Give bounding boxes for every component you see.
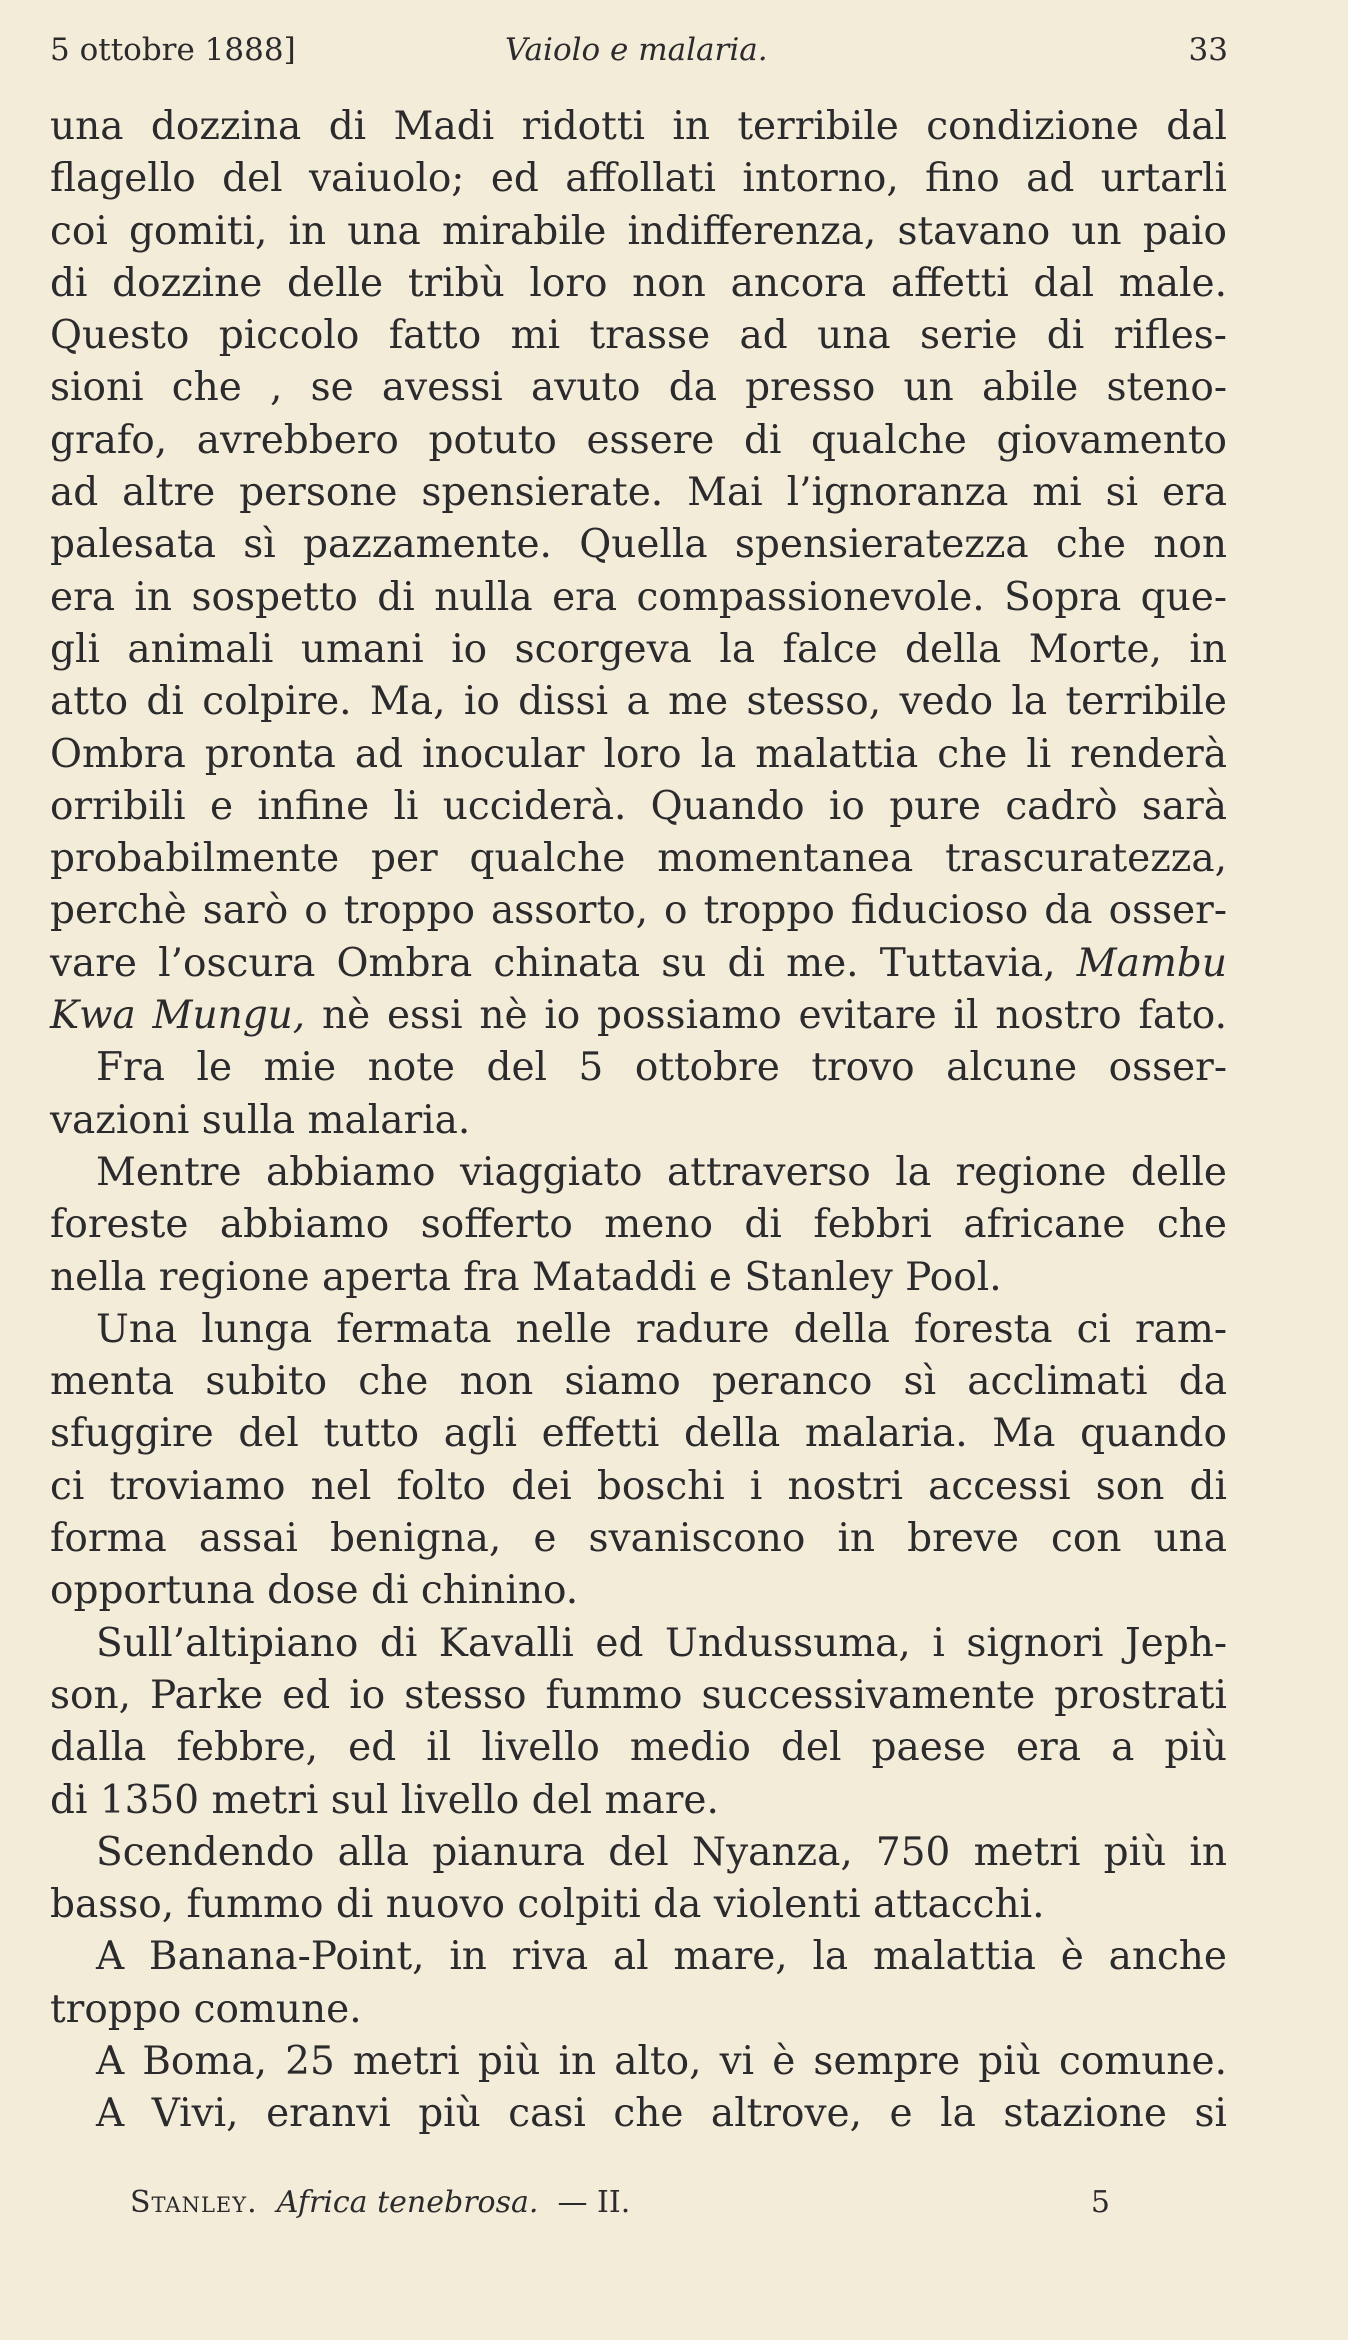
footer-citation	[130, 2181, 630, 2225]
text-line: Una lunga fermata nelle radure della foresta ci ram-	[96, 1306, 1227, 1352]
text-line: gli animali umani io scorgeva la falce della Morte, in	[50, 626, 1227, 672]
text-line: menta subito che non siamo peranco sì acclimati da	[50, 1359, 1227, 1405]
text-line: foreste abbiamo sofferto meno di febbri africane che	[50, 1202, 1227, 1248]
text-line: nella regione aperta fra Mataddi e Stanley Pool.	[50, 1254, 1002, 1300]
text-line: A Banana-Point, in riva al mare, la malattia è anche	[96, 1934, 1227, 1980]
text-line: ci troviamo nel folto dei boschi i nostri accessi son di	[50, 1463, 1227, 1509]
text-line: A Boma, 25 metri più in alto, vi è sempre più comune.	[96, 2038, 1227, 2084]
text-line: opportuna dose di chinino.	[50, 1568, 579, 1614]
text-line: sfuggire del tutto agli effetti della malaria. Ma quando	[50, 1411, 1227, 1457]
italic-phrase: Kwa Mungu,	[50, 993, 306, 1039]
italic-phrase: Mambu	[1076, 940, 1227, 986]
text-line: palesata sì pazzamente. Quella spensieratezza che non	[50, 522, 1227, 568]
body-text	[50, 101, 1227, 2141]
text-line: troppo comune.	[50, 1986, 362, 2032]
text-line: una dozzina di Madi ridotti in terribile condizione dal	[50, 104, 1227, 149]
text-line: son, Parke ed io stesso fummo successivamente prostrati	[50, 1672, 1227, 1718]
footer-work: Africa tenebrosa.	[276, 2185, 539, 2220]
text-line: grafo, avrebbero potuto essere di qualche giovamento	[50, 417, 1227, 463]
footer-author: Stanley.	[130, 2185, 258, 2220]
text-line: forma assai benigna, e svaniscono in breve con una	[50, 1516, 1227, 1562]
text-line: Ombra pronta ad inocular loro la malattia che li renderà	[50, 731, 1227, 777]
text-segment: vare l’oscura Ombra chinata su di me. Tuttavia,	[50, 940, 1056, 986]
text-line: vazioni sulla malaria.	[50, 1097, 471, 1143]
text-line: Sull’altipiano di Kavalli ed Undussuma, i signori Jeph-	[96, 1620, 1227, 1666]
text-line: sioni che , se avessi avuto da presso un abile steno-	[50, 365, 1227, 411]
text-line: Mentre abbiamo viaggiato attraverso la regione delle	[96, 1149, 1227, 1195]
text-line: basso, fummo di nuovo colpiti da violenti attacchi.	[50, 1882, 1045, 1928]
text-line: coi gomiti, in una mirabile indifferenza, stavano un paio	[50, 208, 1227, 254]
text-line	[50, 990, 1227, 1042]
text-line: Fra le mie note del 5 ottobre trovo alcune osser-	[96, 1045, 1227, 1091]
text-line: flagello del vaiuolo; ed affollati intorno, fino ad urtarli	[50, 156, 1227, 202]
footer-volume: — II.	[557, 2185, 631, 2220]
text-line: perchè sarò o troppo assorto, o troppo fiducioso da osser-	[50, 888, 1227, 934]
header-title: Vaiolo e malaria.	[505, 32, 768, 68]
text-line: A Vivi, eranvi più casi che altrove, e la stazione si	[96, 2091, 1227, 2137]
header-date: 5 ottobre 1888]	[50, 32, 296, 68]
signature-mark: 5	[1090, 2185, 1110, 2220]
page-footer	[130, 2181, 1110, 2225]
text-segment: nè essi nè io possiamo evitare il nostro fato.	[322, 993, 1227, 1039]
text-line: di dozzine delle tribù loro non ancora affetti dal male.	[50, 260, 1227, 306]
text-line: atto di colpire. Ma, io dissi a me stesso, vedo la terribile	[50, 679, 1227, 725]
text-line: ad altre persone spensierate. Mai l’ignoranza mi si era	[50, 470, 1227, 516]
text-line	[50, 938, 1227, 990]
running-head	[50, 28, 1228, 72]
text-line: Questo piccolo fatto mi trasse ad una serie di rifles-	[50, 313, 1227, 359]
text-line: di 1350 metri sul livello del mare.	[50, 1777, 719, 1823]
text-line: era in sospetto di nulla era compassionevole. Sopra que-	[50, 574, 1227, 620]
page-number: 33	[1188, 32, 1228, 68]
text-line: probabilmente per qualche momentanea trascuratezza,	[50, 836, 1227, 882]
text-line: orribili e infine li ucciderà. Quando io pure cadrò sarà	[50, 783, 1227, 829]
text-line: Scendendo alla pianura del Nyanza, 750 metri più in	[96, 1829, 1227, 1875]
text-line: dalla febbre, ed il livello medio del paese era a più	[50, 1725, 1227, 1771]
